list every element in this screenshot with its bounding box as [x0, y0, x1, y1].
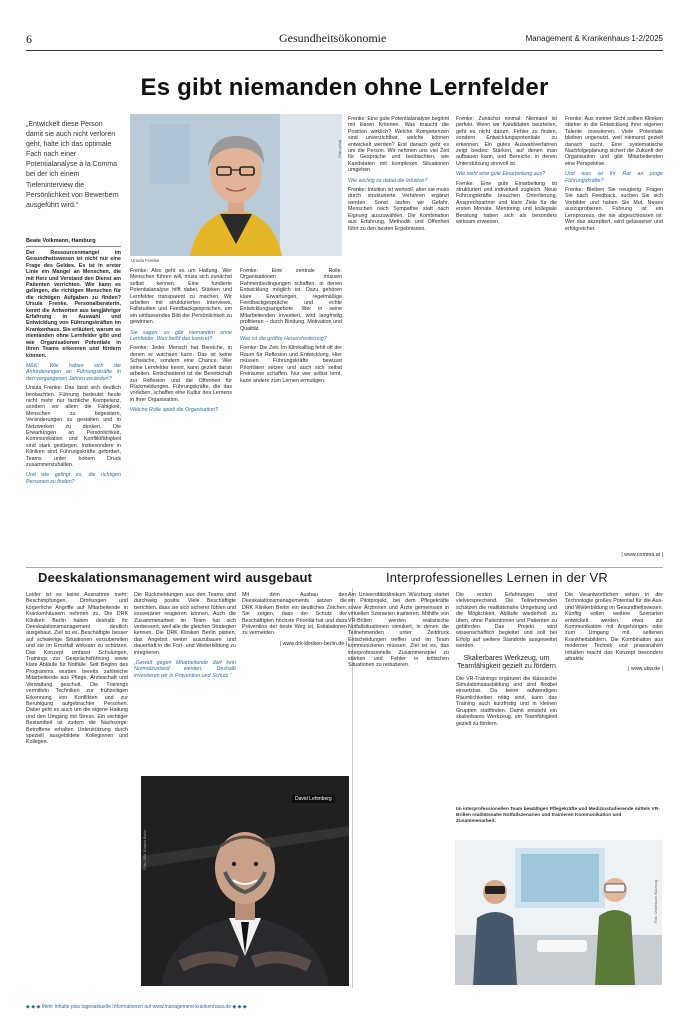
page-number: 6: [26, 32, 32, 46]
vr-photo-caption: Im interprofessionellen Team bewältigen Pflegekräfte und Medizinstudierende mittels VR-Brillen realitätsnahe Notfallszenarien und trainieren Kommunikation und Zusammenarbeit.: [456, 807, 660, 824]
section-title: Gesundheitsökonomie: [279, 31, 387, 45]
article1-column-4: [348, 116, 449, 562]
article1-headline: Es gibt niemanden ohne Lernfelder: [140, 74, 549, 101]
article2-column-1: [26, 592, 128, 992]
article1-answer: Frenke: Eine gute Potentialanalyse beginnt mit klaren Kriterien. Was braucht die Position wirklich? Welche Kompetenzen sind unverzichtbar, welche können entwickelt werden? Erst danach geht es um die Person. Wir nehmen uns viel Zeit für Gespräche und beobachten, wie Kandidaten mit komplexen Situationen umgehen.: [348, 116, 449, 174]
page-header: [26, 30, 663, 48]
article1-question: Sie sagen, es gibt niemanden ohne Lernfelder. Was heißt das konkret?: [130, 329, 232, 343]
header-divider: [26, 50, 663, 51]
article1-source: | www.comma.at |: [621, 552, 663, 558]
vr-illustration: [455, 840, 662, 985]
article1-answer: Frenke: Eine zentrale Rolle. Organisationen müssen Rahmenbedingungen schaffen, in denen Entwicklung möglich ist. Dazu gehören klare Erwartungen, regelmäßige Feedbackgespräche und echte Entwicklungsangebote. Wer in seine Mitarbeitenden investiert, wird langfristig profitieren – durch Bindung, Motivation und Qualität.: [240, 268, 342, 332]
article1-question: Und was ist Ihr Rat an junge Führungskräfte?: [565, 171, 663, 184]
portrait-caption: Ursula Frenke: [131, 258, 160, 263]
article2-headline: Deeskalationsmanagement wird ausgebaut: [38, 570, 313, 585]
portrait-photo-credit: Foto: privat: [338, 140, 342, 158]
article1-question: Und wie gelingt es, die richtigen Personen zu finden?: [26, 472, 121, 485]
article1-answer: Frenke: Bleiben Sie neugierig. Fragen Sie nach Feedback, suchen Sie sich Vorbilder und haben Sie Mut, Neues auszuprobieren. Führung ist ein Lernprozess, der nie abgeschlossen ist. Wer das akzeptiert, wird gelassener und erfolgreicher.: [565, 187, 663, 232]
article1-question: Wie sieht eine gute Einarbeitung aus?: [456, 171, 546, 178]
pull-quote: „Entwickelt diese Person damit sie auch nicht verloren geht, halte ich das optimale Fach nach einer Potentialanalyse à la Comma bei der ich einem Tiefeninterview die Persönlichkeit von Bewerbern ausgeführt wird.“: [26, 121, 119, 209]
section-divider: [26, 567, 663, 568]
article2-quote: „Gewalt gegen Mitarbeitende darf kein Normalzustand werden. Deshalb investieren wir in Prävention und Schutz.“: [134, 660, 236, 679]
article3-column-2: [456, 592, 557, 804]
interview-photo: [141, 776, 349, 986]
article1-answer: Ursula Frenke: Das lässt sich deutlich beobachten. Führung bedeutet heute nicht mehr nur fachliche Kompetenz, sondern vor allem die Fähigkeit, Menschen zu begeistern, Veränderungen zu gestalten und in Netzwerken zu denken. Die Erwartungen an Persönlichkeit, Kommunikation und Konfliktfähigkeit sind stark gestiegen. Insbesondere in Kliniken sind Führungskräfte gefordert, Teams unter hohem Druck zusammenzuhalten.: [26, 385, 121, 468]
article1-answer: Frenke: Jeder Mensch hat Bereiche, in denen er wachsen kann. Das ist keine Schwäche, sondern eine Chance. Wer seine Lernfelder kennt, kann gezielt daran arbeiten. Entscheidend ist die Bereitschaft zur Reflexion und die Offenheit für Rückmeldungen. Führungskräfte, die das vorleben, schaffen eine Kultur des Lernens in ihrer Organisation.: [130, 345, 232, 403]
interview-photo-credit: Foto: DRK Kliniken Berlin: [143, 830, 147, 870]
publication-name: Management & Krankenhaus 1-2/2025: [525, 34, 663, 43]
article1-answer: Frenke: Also geht es um Haltung. Wer Menschen führen will, muss sich zunächst selbst kennen. Eine fundierte Potentialanalyse hilft dabei, Stärken und Lernfelder transparent zu machen. Wir arbeiten mit strukturierten Interviews, Fallstudien und Feedbackgesprächen, um ein umfassendes Bild der Persönlichkeit zu gewinnen.: [130, 268, 232, 326]
article1-answer: Frenke: Die Zeit. Im Klinikalltag fehlt oft der Raum für Reflexion und Entwicklung. Hier müssen Führungskräfte bewusst Prioritäten setzen und auch sich selbst Freiräume schaffen. Nur wer selbst lernt, kann andere zum Lernen ermutigen.: [240, 345, 342, 384]
pull-quote-divider: [26, 246, 121, 247]
article3-headline: Interprofessionelles Lernen in der VR: [386, 570, 609, 585]
portrait-photo: [130, 114, 342, 256]
article2-body: Die Rückmeldungen aus den Teams sind durchweg positiv. Viele Beschäftigte berichten, dass sie sich sicherer fühlen und souveräner reagieren können. Auch die Zusammenarbeit im Team hat sich verbessert, weil alle die gleichen Strategien kennen. Die DRK Kliniken Berlin planen, das Angebot weiter auszubauen und dauerhaft in die Fort- und Weiterbildung zu integrieren.: [134, 592, 236, 656]
article2-body: Mit dem Ausbau des Deeskalationsmanagements setzen die DRK Kliniken Berlin ein deutliches Zeichen. Sie zeigen, dass der Schutz der Beschäftigten höchste Priorität hat und dass Prävention der beste Weg ist, Eskalationen zu vermeiden.: [242, 592, 347, 637]
article1-answer: Frenke: Eine gute Einarbeitung ist strukturiert und individuell zugleich. Neue Führungskräfte brauchen Orientierung, Ansprechpartner und klare Ziele für die ersten Monate. Mentoring und kollegiale Beratung haben sich als besonders wirksam erwiesen.: [456, 180, 557, 226]
article3-source: | www.ukw.de |: [628, 666, 663, 673]
article1-question: Welche Rolle spielt die Organisation?: [130, 407, 218, 414]
footer-note: ◆ ◆ ◆ Mehr Inhalte plus tagesaktuelle Informationen auf www.management-krankenhaus.de ◆ ◆ ◆: [26, 1004, 247, 1010]
portrait-illustration: [130, 114, 342, 256]
pull-quote-author: Beate Volkmann, Hamburg: [26, 238, 96, 244]
article1-column-6: [565, 116, 663, 546]
article2-column-3: [242, 592, 347, 772]
article3-column-1: [348, 592, 449, 992]
vr-photo-credit: Foto: Uniklinikum Würzburg: [654, 880, 658, 923]
article3-subhead: Skalierbares Werkzeug, um Teamfähigkeit gezielt zu fördern: [457, 654, 556, 670]
article1-column-1: [26, 250, 121, 562]
article2-body: Leider ist es keine Ausnahme mehr: Beschimpfungen, Drohungen und körperliche Angriffe auf Mitarbeitende in Krankenhäusern nehmen zu. Die DRK Kliniken Berlin haben deshalb ihr Deeskalationsmanagement deutlich ausgebaut. Ziel ist es, Beschäftigte besser auf schwierige Situationen vorzubereiten und sie im Ernstfall wirksam zu schützen. Das Konzept umfasst Schulungen, Trainings zur Gesprächsführung sowie klare Abläufe für Notfälle. Seit Beginn des Programms wurden bereits zahlreiche Mitarbeitende aus Pflege, Ärzteschaft und Verwaltung geschult. Die Trainings vermitteln Techniken zur frühzeitigen Erkennung von Konflikten und zur Beruhigung aufgebrachter Personen. Dabei geht es auch um die eigene Haltung und den Umgang mit Stress. Ein wichtiger Bestandteil ist zudem die Nachsorge: Betroffene erhalten Unterstützung durch speziell ausgebildete Kolleginnen und Kollegen.: [26, 592, 128, 746]
interview-photo-label: David Lehmberg: [292, 795, 335, 803]
article1-question: M&K: Wie haben sich die Anforderungen an Führungskräfte in den vergangenen Jahren verändert?: [26, 362, 121, 382]
article1-answer: Frenke: Intuition ist wertvoll, aber sie muss durch strukturierte Verfahren ergänzt werden. Sonst laufen wir Gefahr, Menschen nach Sympathie statt nach Eignung auszuwählen. Die Kombination aus Erfahrung, Methodik und Offenheit führt zu den besten Ergebnissen.: [348, 187, 449, 232]
article2-source: | www.drk-kliniken-berlin.de |: [279, 640, 347, 647]
article1-intro: Der Ressourcenmangel im Gesundheitswesen ist nicht nur eine Frage des Geldes. Es ist in erster Linie ein Mangel an Menschen, die mit Herz und Verstand den Dienst am Patienten verrichten. Wie kann es gelingen, die richtigen Menschen für die richtigen Aufgaben zu finden? Ursula Frenke, Personalberaterin, kennt die Antworten aus langjähriger Erfahrung in Auswahl und Entwicklung von Führungskräften im Krankenhaus. Sie erläutert, warum es niemanden ohne Lernfelder gibt und wie Organisationen Potentiale in ihren Teams erkennen und fördern können.: [26, 250, 121, 359]
vr-photo: [455, 840, 662, 985]
article3-body: Die Verantwortlichen sehen in der Technologie großes Potential für die Aus- und Weiterbildung im Gesundheitswesen. Künftig sollen weitere Szenarien entwickelt werden, etwa zur Kommunikation mit Angehörigen oder zum Umgang mit seltenen Krankheitsbildern. Die Kombination aus moderner Technik und praxisnahen Inhalten macht das Konzept besonders attraktiv.: [565, 592, 663, 663]
article1-answer: Frenke: Zunächst einmal: Niemand ist perfekt. Wenn wir Kandidaten beurteilen, geht es nicht darum, Fehler zu finden, sondern Entwicklungspotentiale zu erkennen. Ein gutes Auswahlverfahren zeigt beides: Stärken, auf denen man aufbauen kann, und Bereiche, in denen Unterstützung sinnvoll ist.: [456, 116, 557, 167]
article1-column-2: [130, 268, 232, 562]
article1-question: Was ist die größte Herausforderung?: [240, 336, 327, 343]
article1-column-5: [456, 116, 557, 562]
article1-question: Wie wichtig ist dabei die Intuition?: [348, 177, 428, 184]
article3-body: Am Universitätsklinikum Würzburg startet ein Pilotprojekt, bei dem Pflegekräfte sowie Ärztinnen und Ärzte gemeinsam in virtuellen Szenarien trainieren. Mithilfe von VR-Brillen werden realistische Notfallsituationen simuliert, in denen die Teilnehmenden unter Zeitdruck Entscheidungen treffen und im Team kommunizieren müssen. Ziel ist es, das interprofessionelle Zusammenspiel zu stärken und Fehler in kritischen Situationen zu reduzieren.: [348, 592, 449, 669]
article1-answer: Frenke: Aus meiner Sicht sollten Kliniken stärker in die Entwicklung ihrer eigenen Talente investieren. Viele Potentiale bleiben ungenutzt, weil niemand gezielt danach sucht. Eine systematische Nachfolgeplanung sichert die Zukunft der Organisation und gibt Mitarbeitenden eine Perspektive.: [565, 116, 663, 167]
article3-column-3: [565, 592, 663, 804]
article3-body: Die ersten Erfahrungen sind vielversprechend. Die Teilnehmenden schätzen die realitätsnahe Umgebung und die Möglichkeit, Abläufe wiederholt zu üben, ohne Patientinnen und Patienten zu gefährden. Das Projekt wird wissenschaftlich begleitet und soll bei Erfolg auf weitere Standorte ausgeweitet werden.: [456, 592, 557, 650]
article2-column-2: [134, 592, 236, 772]
article3-body: Die VR-Trainings ergänzen die klassische Simulationsausbildung und sind flexibel einsetzbar. Da keine aufwendigen Räumlichkeiten nötig sind, kann das Training auch kurzfristig und in kleinen Gruppen stattfinden. Damit entsteht ein skalierbares Werkzeug, um Teamfähigkeit gezielt zu fördern.: [456, 675, 557, 727]
man-illustration: [141, 776, 349, 986]
article1-column-3: [240, 268, 342, 562]
